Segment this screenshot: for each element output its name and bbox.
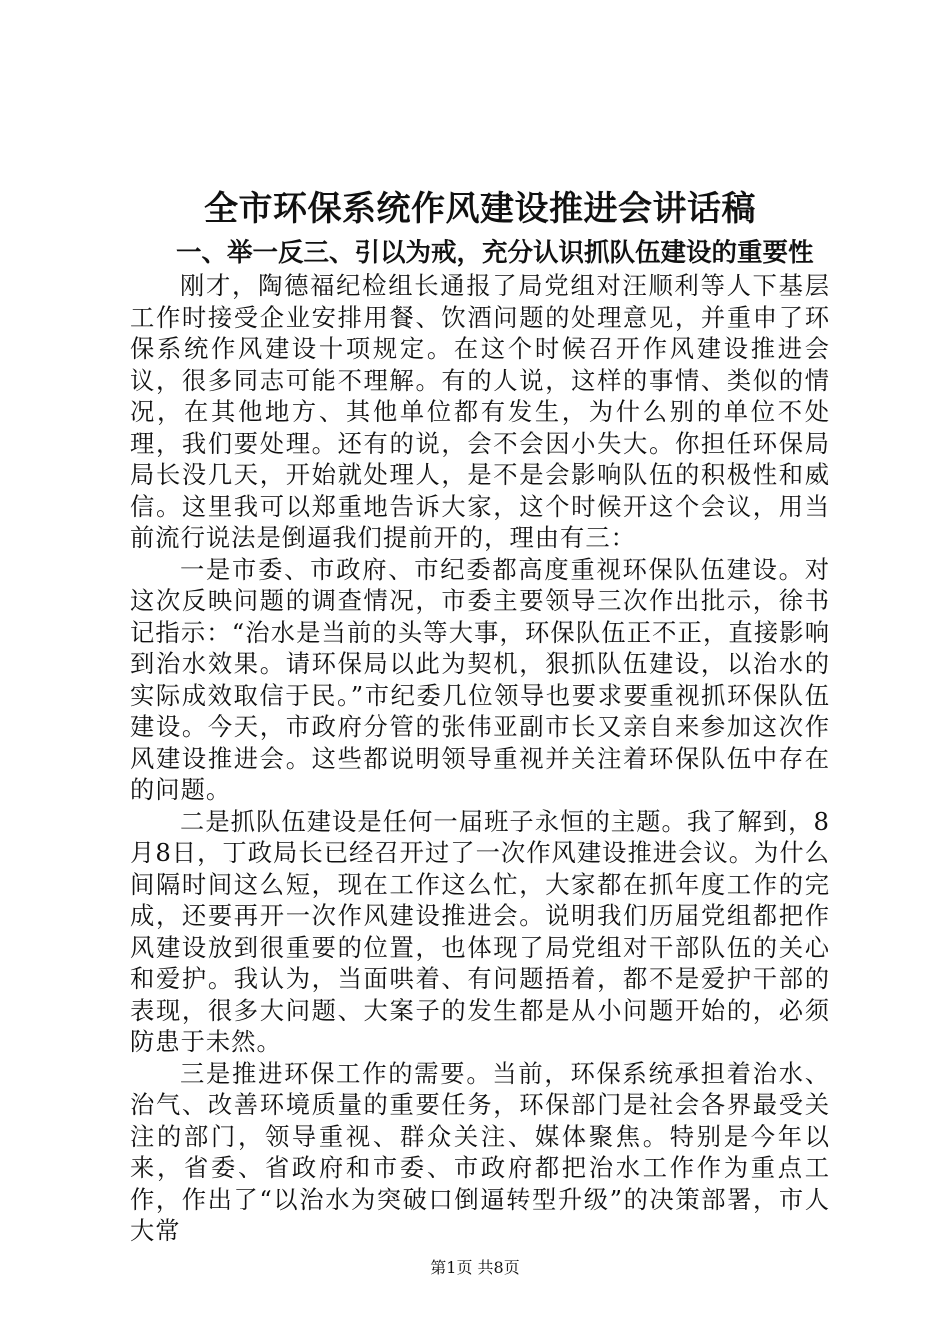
- paragraph: 二是抓队伍建设是任何一届班子永恒的主题。我了解到，8月8日，丁政局长已经召开过了一次作风建设推进会议。为什么间隔时间这么短，现在工作这么忙，大家都在抓年度工作的完成，还要再开一次作风建设推进会。说明我们历届党组都把作风建设放到很重要的位置，也体现了局党组对干部队伍的关心和爱护。我认为，当面哄着、有问题捂着，都不是爱护干部的表现，很多大问题、大案子的发生都是从小问题开始的，必须防患于未然。: [130, 806, 830, 1056]
- paragraph: 一是市委、市政府、市纪委都高度重视环保队伍建设。对这次反映问题的调查情况，市委主要领导三次作出批示，徐书记指示：“治水是当前的头等大事，环保队伍正不正，直接影响到治水效果。请环保局以此为契机，狠抓队伍建设，以治水的实际成效取信于民。”市纪委几位领导也要求要重视抓环保队伍建设。今天，市政府分管的张伟亚副市长又亲自来参加这次作风建设推进会。这些都说明领导重视并关注着环保队伍中存在的问题。: [130, 554, 830, 804]
- paragraph: 刚才，陶德福纪检组长通报了局党组对汪顺利等人下基层工作时接受企业安排用餐、饮酒问题的处理意见，并重申了环保系统作风建设十项规定。在这个时候召开作风建设推进会议，很多同志可能不理解。有的人说，这样的事情、类似的情况，在其他地方、其他单位都有发生，为什么别的单位不处理，我们要处理。还有的说，会不会因小失大。你担任环保局局长没几天，开始就处理人，是不是会影响队伍的积极性和威信。这里我可以郑重地告诉大家，这个时候开这个会议，用当前流行说法是倒逼我们提前开的，理由有三：: [130, 271, 830, 552]
- section-heading: 一、举一反三、引以为戒，充分认识抓队伍建设的重要性: [176, 238, 814, 268]
- document-title: 全市环保系统作风建设推进会讲话稿: [204, 189, 756, 229]
- page-number-footer: 第1页 共8页: [430, 1258, 520, 1277]
- document-body: [130, 184, 830, 1247]
- paragraph: 三是推进环保工作的需要。当前，环保系统承担着治水、治气、改善环境质量的重要任务，环保部门是社会各界最受关注的部门，领导重视、群众关注、媒体聚焦。特别是今年以来，省委、省政府和市委、市政府都把治水工作作为重点工作，作出了“以治水为突破口倒逼转型升级”的决策部署，市人大常: [130, 1058, 830, 1245]
